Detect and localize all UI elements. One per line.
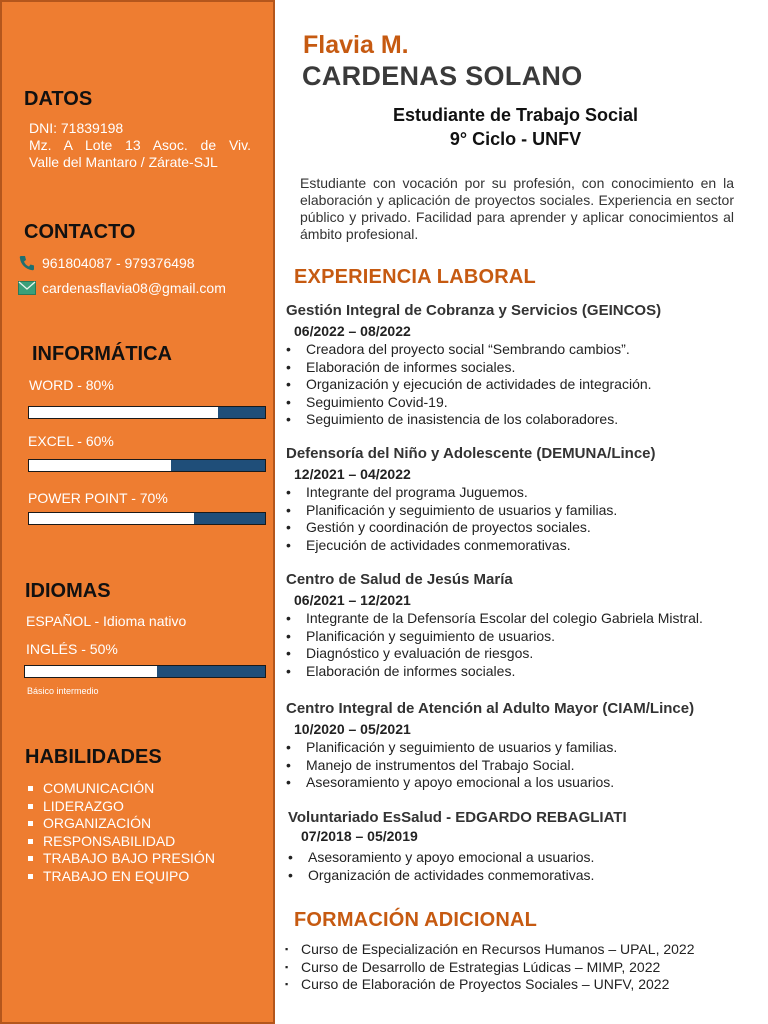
job-entry: [288, 809, 758, 884]
job-title: Voluntariado EsSalud - EDGARDO REBAGLIATI: [288, 809, 627, 826]
skill-excel-label: EXCEL - 60%: [28, 433, 114, 449]
list-item: • Asesoramiento y apoyo emocional a usuarios.: [288, 849, 595, 865]
job-entry: [286, 571, 756, 680]
list-item: • Planificación y seguimiento de usuarios y familias.: [286, 739, 618, 755]
datos-heading: DATOS: [24, 88, 93, 110]
list-item: • Manejo de instrumentos del Trabajo Social.: [286, 756, 575, 773]
job-date: 10/2020 – 05/2021: [294, 721, 411, 737]
skill-item: ORGANIZACIÓN: [28, 815, 215, 833]
list-item: • Asesoramiento y apoyo emocional a los usuarios.: [286, 774, 615, 790]
skill-item: TRABAJO EN EQUIPO: [28, 868, 215, 886]
job-bullets: [288, 849, 758, 884]
list-item: • Seguimiento Covid-19.: [286, 393, 448, 410]
contact-phone: [18, 254, 195, 272]
list-item: • Creadora del proyecto social “Sembrando cambios”.: [286, 341, 630, 357]
job-title: Gestión Integral de Cobranza y Servicios (GEINCOS): [286, 302, 662, 319]
dni-text: DNI: 71839198: [29, 120, 124, 136]
course-list: [285, 941, 695, 994]
english-fill: [25, 666, 157, 677]
job-bullets: [286, 610, 756, 680]
list-item: • Ejecución de actividades conmemorativas.: [286, 536, 571, 553]
skill-item: LIDERAZGO: [28, 798, 215, 816]
job-entry: [286, 445, 756, 554]
english-bar: [24, 665, 266, 678]
list-item: • Seguimiento de inasistencia de los colaboradores.: [286, 411, 619, 427]
list-item: • Elaboración de informes sociales.: [286, 662, 516, 679]
informatica-heading: INFORMÁTICA: [32, 343, 172, 365]
formacion-heading: FORMACIÓN ADICIONAL: [294, 909, 538, 931]
list-item: • Integrante de la Defensoría Escolar del colegio Gabriela Mistral.: [286, 610, 703, 626]
cycle-title: 9° Ciclo - UNFV: [449, 129, 582, 149]
contact-email: [18, 279, 226, 297]
phone-icon: [18, 254, 36, 272]
job-date: 12/2021 – 04/2022: [294, 466, 411, 482]
skills-list: [28, 780, 215, 885]
skill-item: COMUNICACIÓN: [28, 780, 215, 798]
skill-powerpoint-label: POWER POINT - 70%: [28, 490, 168, 506]
address-line-2: Valle del Mantaro / Zárate-SJL: [29, 154, 218, 170]
job-entry: [286, 700, 756, 792]
profile-summary: Estudiante con vocación por su profesión, con conocimiento en la elaboración y aplicación de proyectos sociales. Experiencia en sector público y privado. Facilidad para aprender y aplicar conocimientos al ámbito profesional.: [300, 175, 734, 242]
skill-powerpoint-bar: [28, 512, 266, 525]
job-title: Centro Integral de Atención al Adulto Mayor (CIAM/Lince): [286, 700, 695, 717]
skill-word-fill: [29, 407, 218, 418]
job-bullets: [286, 341, 756, 429]
list-item: ▪ Curso de Desarrollo de Estrategias Lúdicas – MIMP, 2022: [285, 958, 661, 975]
english-label: INGLÉS - 50%: [26, 641, 118, 657]
skill-excel-fill: [29, 460, 171, 471]
job-title: Centro de Salud de Jesús María: [286, 571, 513, 588]
skill-powerpoint-fill: [29, 513, 194, 524]
skill-item: TRABAJO BAJO PRESIÓN: [28, 850, 215, 868]
idiomas-heading: IDIOMAS: [25, 580, 111, 602]
envelope-icon: [18, 279, 36, 297]
job-date: 06/2021 – 12/2021: [294, 592, 411, 608]
job-date: 06/2022 – 08/2022: [294, 323, 411, 339]
spanish-label: ESPAÑOL - Idioma nativo: [26, 613, 187, 629]
english-note: Básico intermedio: [27, 686, 99, 696]
list-item: • Elaboración de informes sociales.: [286, 358, 516, 375]
address-line-1: Mz. A Lote 13 Asoc. de Viv.: [29, 137, 251, 153]
skill-word-label: WORD - 80%: [29, 377, 114, 393]
first-name: Flavia M.: [303, 31, 409, 59]
phone-text: 961804087 - 979376498: [42, 255, 195, 271]
job-bullets: [286, 484, 756, 554]
job-bullets: [286, 739, 756, 792]
habilidades-heading: HABILIDADES: [25, 746, 162, 768]
job-date: 07/2018 – 05/2019: [301, 828, 418, 844]
list-item: • Diagnóstico y evaluación de riesgos.: [286, 645, 534, 661]
list-item: • Integrante del programa Juguemos.: [286, 484, 528, 500]
job-entry: [286, 302, 756, 429]
list-item: • Gestión y coordinación de proyectos sociales.: [286, 519, 591, 535]
email-link[interactable]: cardenasflavia08@gmail.com: [42, 280, 226, 296]
sidebar: [0, 0, 275, 1024]
list-item: • Planificación y seguimiento de usuarios.: [286, 627, 556, 644]
job-title: Defensoría del Niño y Adolescente (DEMUNA/Lince): [286, 445, 656, 462]
skill-item: RESPONSABILIDAD: [28, 833, 215, 851]
skill-word-bar: [28, 406, 266, 419]
role-title: Estudiante de Trabajo Social: [392, 105, 639, 125]
last-name: CARDENAS SOLANO: [302, 61, 583, 91]
list-item: • Organización de actividades conmemorativas.: [288, 866, 595, 883]
skill-excel-bar: [28, 459, 266, 472]
experience-heading: EXPERIENCIA LABORAL: [294, 266, 536, 288]
list-item: ▪ Curso de Especialización en Recursos Humanos – UPAL, 2022: [285, 941, 695, 957]
list-item: ▪ Curso de Elaboración de Proyectos Sociales – UNFV, 2022: [285, 976, 670, 992]
list-item: • Organización y ejecución de actividades de integración.: [286, 376, 652, 392]
list-item: • Planificación y seguimiento de usuarios y familias.: [286, 501, 618, 518]
contacto-heading: CONTACTO: [24, 221, 136, 243]
